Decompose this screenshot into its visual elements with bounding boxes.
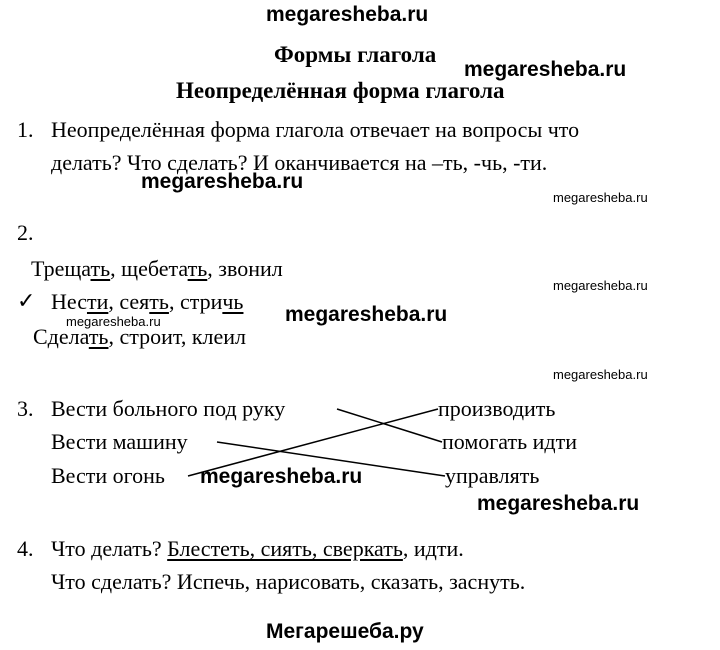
task2-row3-rest: , строит, клеил [108, 324, 247, 349]
match-line-3 [188, 409, 438, 476]
watermark-top: megaresheba.ru [266, 3, 429, 26]
task2-row2-w1-stem: Нес [51, 289, 87, 314]
task3-left-2: Вести машину [51, 429, 188, 454]
watermark-task3-b: megaresheba.ru [477, 492, 640, 515]
title-infinitive: Неопределённая форма глагола [176, 78, 505, 103]
task4-line1 [51, 536, 464, 562]
watermark-bottom: Мегарешеба.ру [266, 620, 424, 643]
task2-row3-w1-ending: ть [88, 324, 109, 349]
task1-line1: Неопределённая форма глагола отвечает на вопросы что [51, 117, 580, 142]
task3-left-3: Вести огонь [51, 463, 165, 488]
task3-left-1: Вести больного под руку [51, 396, 286, 421]
watermark-title: megaresheba.ru [464, 58, 627, 81]
task1-line2: делать? Что сделать? И оканчивается на –ть, -чь, -ти. [51, 150, 548, 175]
match-line-1 [337, 409, 442, 442]
checkmark: ✓ [17, 288, 36, 313]
task4-answer-rest: , идти. [402, 536, 464, 561]
watermark-small-3: megaresheba.ru [66, 314, 161, 329]
task2-row2-w3-ending: чь [222, 289, 244, 314]
task4-answer-underlined: Блестеть, сиять, сверкать [167, 536, 403, 561]
task2-row3-w1-stem: Сдела [33, 324, 89, 349]
task2-row1-w2-stem: , щебета [110, 256, 188, 281]
task3-right-3: управлять [445, 463, 540, 488]
task4-question-1: Что делать? [51, 536, 162, 561]
task2-row1-w2-ending: ть [187, 256, 208, 281]
task2-row2-w1-ending: ти [86, 289, 109, 314]
task3-right-2: помогать идти [442, 429, 577, 454]
watermark-small-2: megaresheba.ru [553, 278, 648, 293]
task2-row2-w2-stem: , сея [108, 289, 150, 314]
task2-row1-w1-stem: Треща [31, 256, 91, 281]
watermark-small-1: megaresheba.ru [553, 190, 648, 205]
task2-row2-w3-stem: , стри [168, 289, 223, 314]
task1-number: 1. [17, 117, 34, 142]
watermark-task2: megaresheba.ru [285, 303, 448, 326]
task2-row1-rest: , звонил [207, 256, 283, 281]
task2-row1-w1-ending: ть [90, 256, 111, 281]
watermark-task1: megaresheba.ru [141, 170, 304, 193]
task2-row2-w2-ending: ть [149, 289, 169, 314]
watermark-task3-a: megaresheba.ru [200, 465, 363, 488]
title-forms: Формы глагола [274, 42, 437, 67]
task4-number: 4. [17, 536, 34, 561]
task3-right-1: производить [438, 396, 556, 421]
task3-number: 3. [17, 396, 34, 421]
watermark-small-4: megaresheba.ru [553, 367, 648, 382]
task4-line2: Что сделать? Испечь, нарисовать, сказать, заснуть. [51, 569, 526, 594]
task2-number: 2. [17, 220, 34, 245]
